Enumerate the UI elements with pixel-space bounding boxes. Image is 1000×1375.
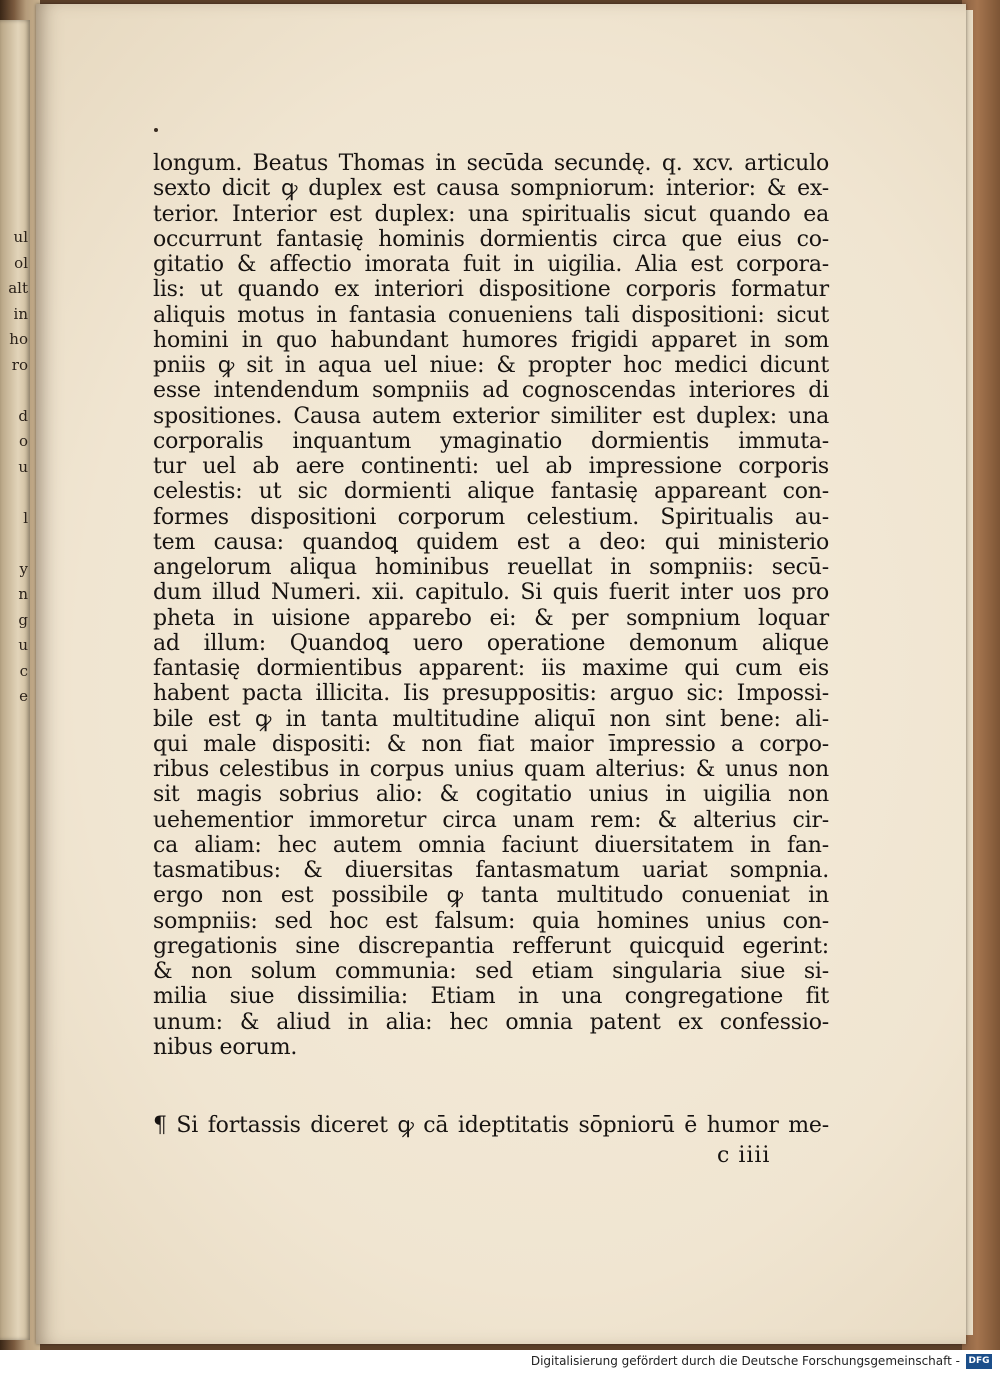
- body-text: [153, 151, 829, 1060]
- dfg-logo: DFG: [966, 1354, 992, 1369]
- footer: [0, 1350, 1000, 1375]
- text-line: habent pacta illicita. Iis presuppositis: arguo sic: Impossi-: [153, 681, 829, 707]
- text-line: aliquis motus in fantasia conueniens tali dispositioni: sicut: [153, 302, 829, 328]
- text-line: ca aliam: hec autem omnia faciunt diuersitatem in fan-: [153, 832, 829, 858]
- text-line: lis: ut quando ex interiori dispositione corporis formatur: [153, 277, 829, 303]
- text-line: esse intendendum sompniis ad cognoscendas interiores di: [153, 378, 829, 404]
- paragraph-text: Si fortassis diceret ꝙ cā ideptitatis sōpniorū ē humor me-: [176, 1113, 829, 1138]
- text-line: & non solum communia: sed etiam singularia siue si-: [153, 959, 829, 984]
- text-line: corporalis inquantum ymaginatio dormientis immuta-: [153, 428, 829, 454]
- text-line: tem causa: quandoꝗ quidem est a deo: qui ministerio: [153, 529, 829, 555]
- text-line-paragraph: [153, 1113, 829, 1138]
- text-line: ribus celestibus in corpus unius quam alterius: & unus non: [153, 757, 829, 782]
- text-line: uehementior immoretur circa unam rem: & alterius cir-: [153, 807, 829, 833]
- text-line: pniis ꝙ sit in aqua uel niue: & propter hoc medici dicunt: [153, 353, 829, 378]
- text-line: occurrunt fantasię hominis dormientis circa que eius co-: [153, 226, 829, 252]
- text-line: tur uel ab aere continenti: uel ab impressione corporis: [153, 454, 829, 479]
- text-line: bile est ꝙ in tanta multitudine aliquī non sint bene: ali-: [153, 706, 829, 732]
- paragraph-mark: ¶: [153, 1113, 167, 1138]
- text-line: sexto dicit ꝙ duplex est causa sompniorum: interior: & ex-: [153, 176, 829, 202]
- text-line: formes dispositioni corporum celestium. Spiritualis au-: [153, 504, 829, 530]
- ink-dot: [154, 128, 158, 132]
- text-line: pheta in uisione apparebo ei: & per sompnium loquar: [153, 605, 829, 631]
- signature-mark: c iiii: [717, 1143, 771, 1168]
- text-line: celestis: ut sic dormienti alique fantasię appareant con-: [153, 479, 829, 505]
- funding-note: Digitalisierung gefördert durch die Deutsche Forschungsgemeinschaft -: [530, 1354, 960, 1368]
- text-line: milia siue dissimilia: Etiam in una congregatione fit: [153, 984, 829, 1010]
- text-line: unum: & aliud in alia: hec omnia patent ex confessio-: [153, 1009, 829, 1035]
- text-line: sit magis sobrius alio: & cogitatio unius in uigilia non: [153, 782, 829, 808]
- text-line: spositiones. Causa autem exterior similiter est duplex: una: [153, 403, 829, 429]
- text-line: nibus eorum.: [153, 1034, 298, 1060]
- text-line: fantasię dormientibus apparent: iis maxime qui cum eis: [153, 656, 829, 681]
- text-line: gitatio & affectio imorata fuit in uigilia. Alia est corpora-: [153, 252, 829, 277]
- text-line: dum illud Numeri. xii. capitulo. Si quis fuerit inter uos pro: [153, 580, 829, 606]
- text-line: qui male dispositi: & non fiat maior īmpressio a corpo-: [153, 731, 829, 757]
- text-line: ergo non est possibile ꝙ tanta multitudo conueniat in: [153, 883, 829, 909]
- facing-page-fragment: ul ol alt in ho ro d o u l y n g u c e: [8, 228, 28, 705]
- text-line: angelorum aliqua hominibus reuellat in sompniis: secū-: [153, 555, 829, 580]
- text-line: tasmatibus: & diuersitas fantasmatum uariat sompnia.: [153, 858, 829, 883]
- text-line: terior. Interior est duplex: una spiritualis sicut quando ea: [153, 201, 829, 227]
- text-line: homini in quo habundant humores frigidi apparet in som: [153, 327, 829, 353]
- paragraph-start: [153, 1113, 829, 1138]
- facing-page-strip: [0, 20, 30, 1340]
- text-line: longum. Beatus Thomas in secūda secundę. q. xcv. articulo: [153, 151, 829, 176]
- book-page: [36, 4, 966, 1344]
- text-line: ad illum: Quandoꝗ uero operatione demonum alique: [153, 630, 829, 656]
- text-line: sompniis: sed hoc est falsum: quia homines unius con-: [153, 908, 829, 934]
- text-line: gregationis sine discrepantia refferunt quicquid egerint:: [153, 933, 829, 959]
